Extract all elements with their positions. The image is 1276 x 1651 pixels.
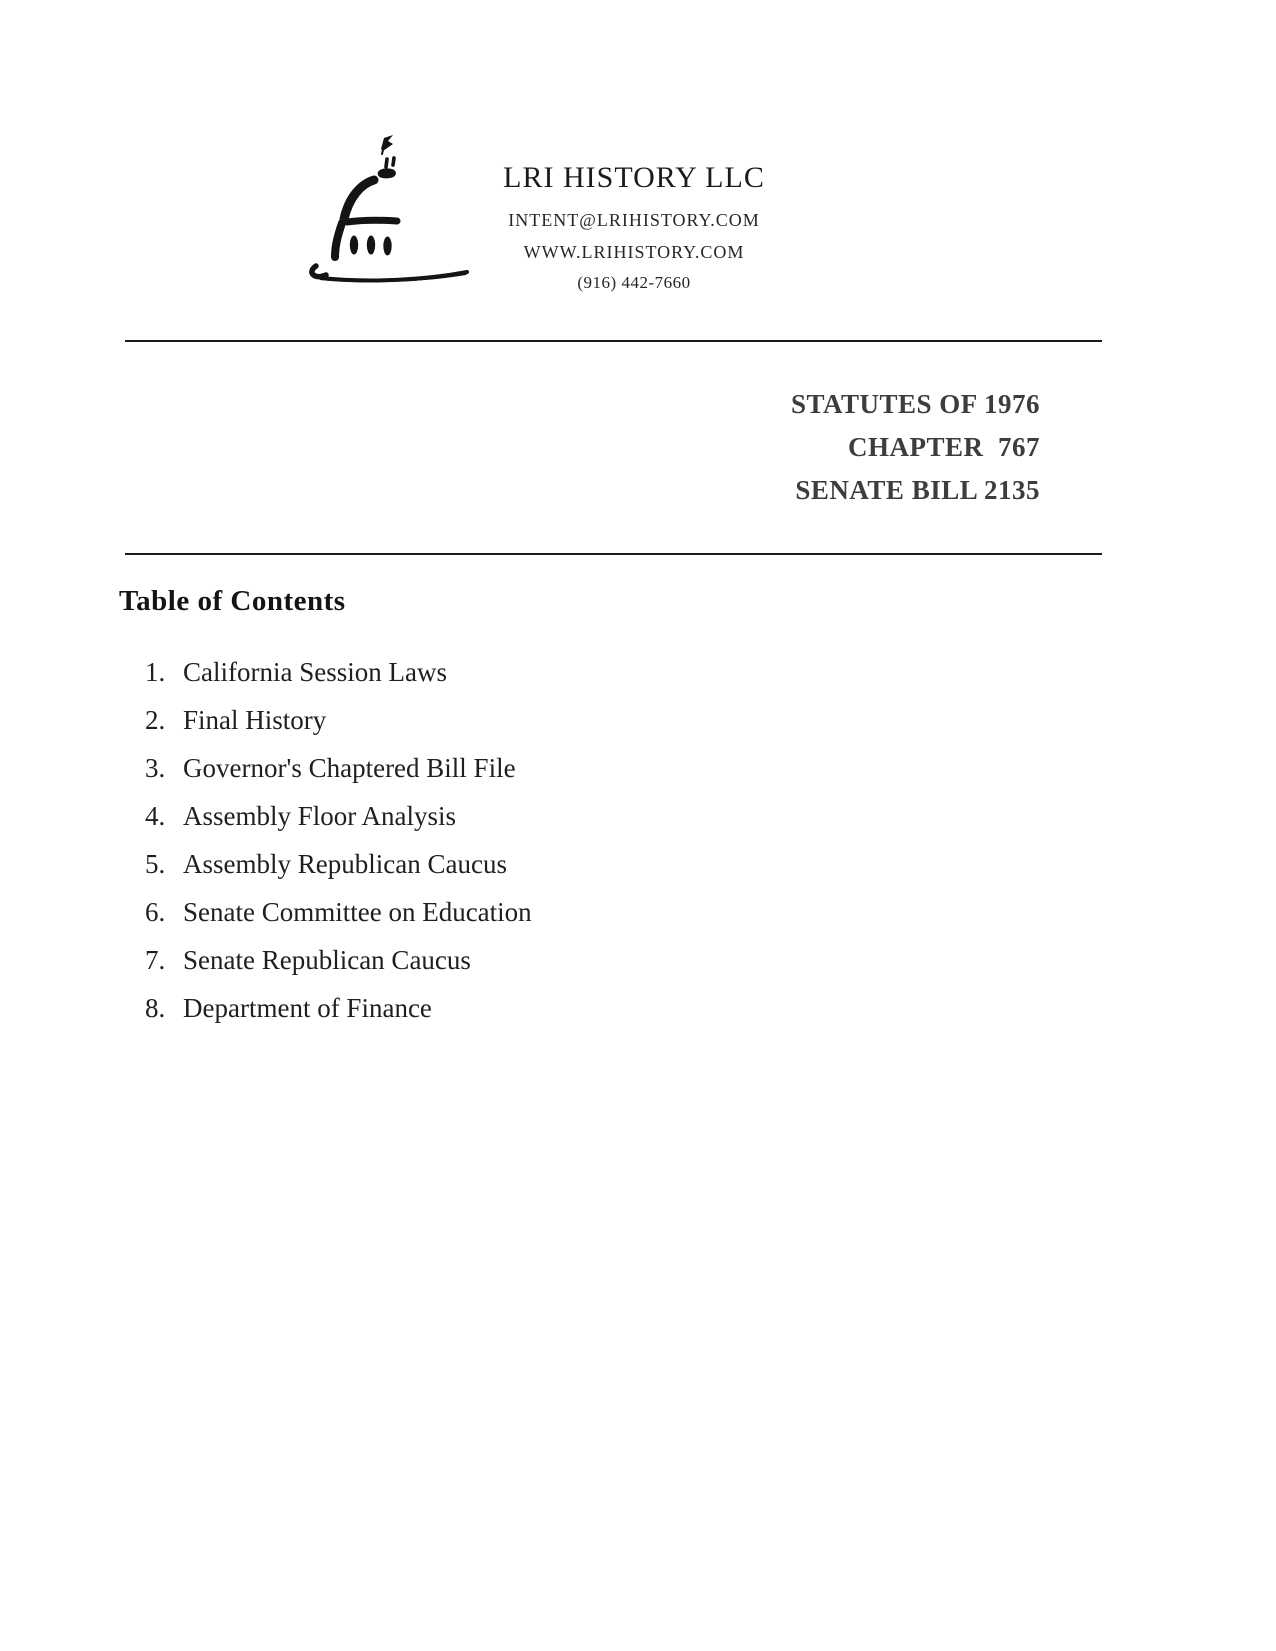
toc-item-number: 2. — [145, 705, 166, 735]
statute-year-line: STATUTES OF 1976 — [790, 389, 1040, 419]
statute-chapter-line: CHAPTER 767 — [847, 432, 1040, 462]
toc-item — [145, 802, 532, 830]
company-email: INTENT@LRIHISTORY.COM — [508, 210, 760, 230]
toc-item — [145, 850, 532, 878]
letterhead — [434, 160, 834, 294]
company-phone: (916) 442-7660 — [577, 273, 691, 292]
company-name: LRI HISTORY LLC — [503, 161, 765, 194]
toc-item — [145, 658, 532, 686]
toc-item-number: 8. — [145, 993, 166, 1023]
toc-item-label: Department of Finance — [183, 993, 432, 1023]
toc-item-label: Senate Republican Caucus — [183, 945, 471, 975]
toc-item — [145, 994, 532, 1022]
toc-item-number: 3. — [145, 753, 166, 783]
toc-item — [145, 754, 532, 782]
toc-item-label: Final History — [183, 705, 327, 735]
toc-item — [145, 946, 532, 974]
divider-rule-bottom — [125, 553, 1102, 555]
statute-bill-line: SENATE BILL 2135 — [795, 475, 1040, 505]
toc-item-label: Assembly Republican Caucus — [183, 849, 507, 879]
toc-item-number: 1. — [145, 657, 166, 687]
toc-item-label: Governor's Chaptered Bill File — [183, 753, 516, 783]
company-website: WWW.LRIHISTORY.COM — [523, 242, 745, 262]
toc-item-number: 4. — [145, 801, 166, 831]
statute-reference — [791, 383, 1040, 512]
toc-item-number: 6. — [145, 897, 166, 927]
toc-item-number: 7. — [145, 945, 166, 975]
toc-item — [145, 898, 532, 926]
toc-item-label: Senate Committee on Education — [183, 897, 532, 927]
toc-item-number: 5. — [145, 849, 166, 879]
divider-rule-top — [125, 340, 1102, 342]
toc-item-label: California Session Laws — [183, 657, 447, 687]
toc-heading: Table of Contents — [119, 585, 346, 617]
toc-item — [145, 706, 532, 734]
toc-list — [145, 658, 532, 1042]
toc-item-label: Assembly Floor Analysis — [183, 801, 457, 831]
